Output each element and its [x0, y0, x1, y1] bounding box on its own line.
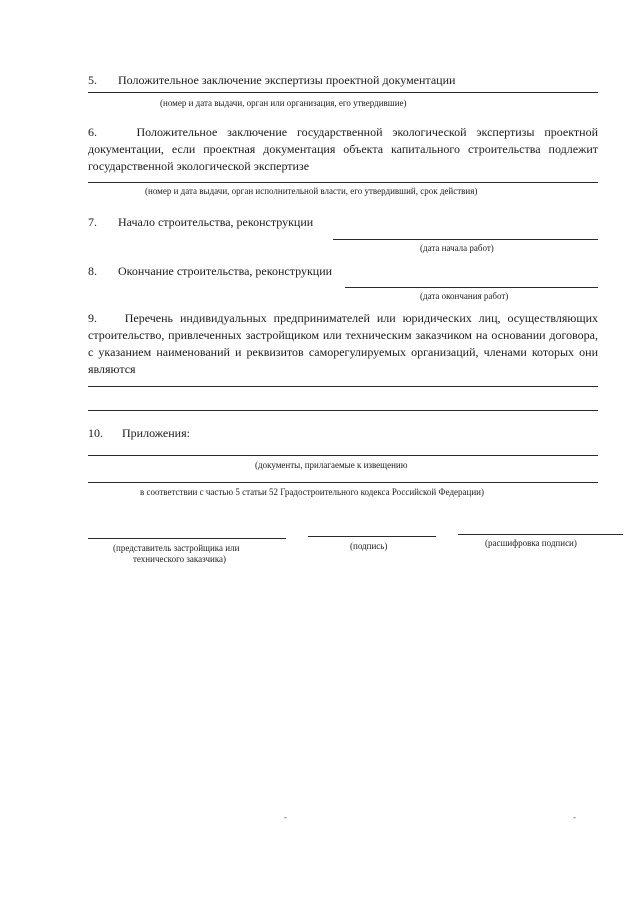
signature-caption: (подпись)	[350, 541, 388, 551]
item-6-paragraph: 6. Положительное заключение государственной экологической экспертизы проектной документации, если проектная документация объекта капитального строительства подлежит государственной экологической экспертизе	[88, 125, 598, 173]
item-5-title: Положительное заключение экспертизы проектной документации	[118, 73, 456, 87]
item-9-fill-line-1[interactable]	[88, 386, 598, 387]
item-6-caption: (номер и дата выдачи, орган исполнительной власти, его утвердивший, срок действия)	[145, 186, 478, 196]
scan-mark-1: -	[284, 812, 287, 822]
item-10-fill-line-1[interactable]	[88, 455, 598, 456]
item-5-number: 5.	[88, 73, 97, 87]
item-7-fill-line[interactable]	[333, 239, 598, 240]
representative-caption-1: (представитель застройщика или	[113, 543, 240, 553]
item-10-caption: (документы, прилагаемые к извещению	[255, 460, 408, 470]
representative-line[interactable]	[88, 538, 286, 539]
item-7-number: 7.	[88, 215, 97, 229]
item-10-caption-2: в соответствии с частью 5 статьи 52 Градостроительного кодекса Российской Федерации)	[140, 487, 484, 497]
item-7-caption: (дата начала работ)	[420, 243, 494, 253]
item-8-fill-line[interactable]	[345, 287, 598, 288]
item-5-fill-line[interactable]	[88, 92, 598, 93]
item-10-title: Приложения:	[122, 426, 190, 440]
representative-caption-2: технического заказчика)	[133, 554, 227, 564]
item-7-title: Начало строительства, реконструкции	[118, 215, 314, 229]
item-8-number: 8.	[88, 264, 97, 278]
item-10-number: 10.	[88, 426, 103, 440]
item-8-title: Окончание строительства, реконструкции	[118, 264, 333, 278]
item-9-fill-line-2[interactable]	[88, 410, 598, 411]
item-5-caption: (номер и дата выдачи, орган или организация, его утвердившие)	[160, 98, 407, 108]
scan-mark-2: -	[573, 812, 576, 822]
decryption-caption: (расшифровка подписи)	[485, 538, 577, 548]
item-9-paragraph: 9. Перечень индивидуальных предпринимателей или юридических лиц, осуществляющих строительство, привлеченных застройщиком или техническим заказчиком на основании договора, с указанием наименований и реквизитов саморегулируемых организаций, членами которых они являются	[88, 311, 598, 376]
signature-line[interactable]	[308, 536, 436, 537]
decryption-line[interactable]	[458, 534, 623, 535]
item-6-fill-line[interactable]	[88, 182, 598, 183]
item-10-fill-line-2[interactable]	[88, 482, 598, 483]
item-8-caption: (дата окончания работ)	[420, 291, 509, 301]
